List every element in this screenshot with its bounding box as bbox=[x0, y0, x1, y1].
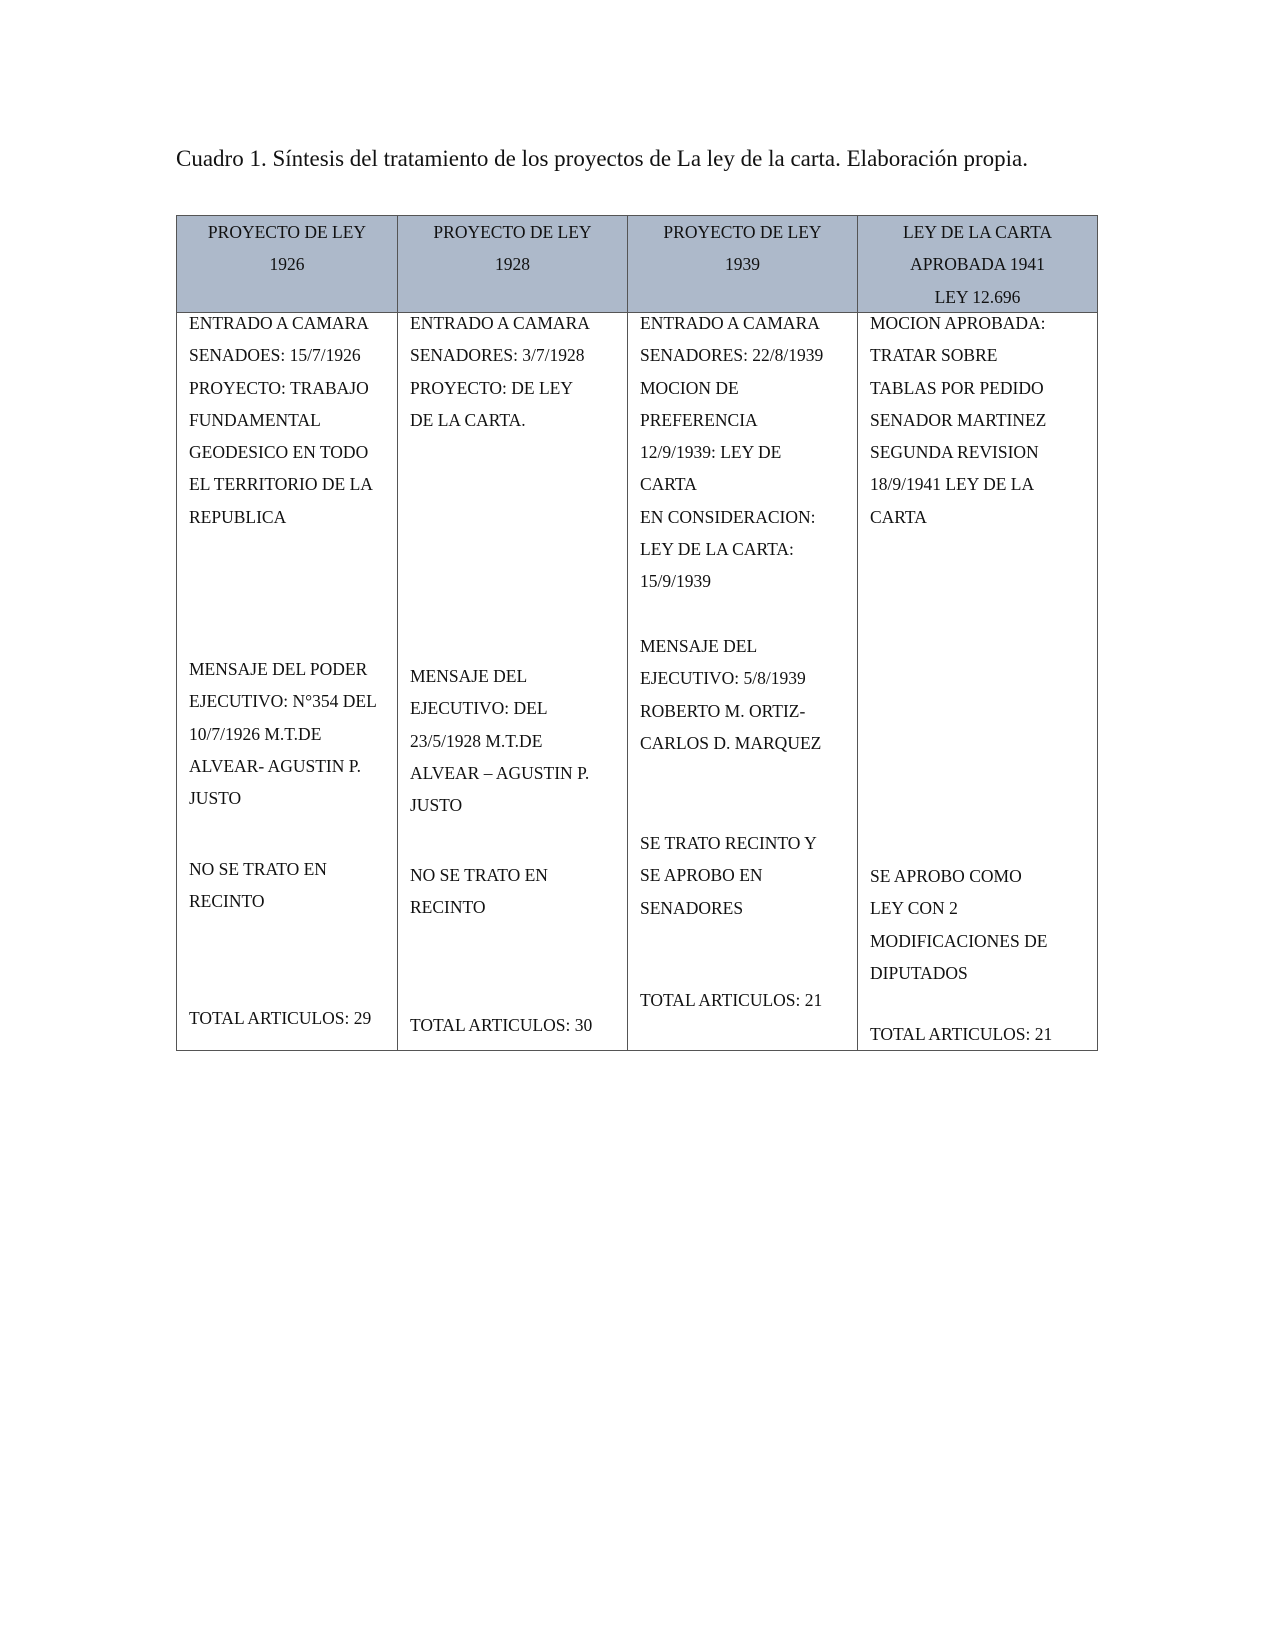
text-line: MENSAJE DEL PODER bbox=[189, 659, 368, 679]
text-line: MOCION DE bbox=[640, 377, 739, 398]
text-line: DE LA CARTA. bbox=[410, 409, 526, 430]
summary-table bbox=[176, 215, 1098, 1051]
text-line: LEY CON 2 bbox=[870, 898, 958, 919]
text-line: 15/9/1939 bbox=[640, 571, 711, 592]
column-divider bbox=[857, 216, 858, 1050]
cell-total-1941 bbox=[870, 1018, 1052, 1050]
text-line: SENADORES: 3/7/1928 bbox=[410, 345, 585, 366]
header-cell-1941 bbox=[858, 216, 1097, 312]
text-line: EL TERRITORIO DE LA bbox=[189, 474, 373, 495]
header-cell-1926 bbox=[177, 216, 397, 312]
cell-message-1939 bbox=[640, 630, 821, 759]
header-line: PROYECTO DE LEY bbox=[663, 222, 822, 242]
text-line: 23/5/1928 M.T.DE bbox=[410, 730, 543, 751]
table-caption: Cuadro 1. Síntesis del tratamiento de los proyectos de La ley de la carta. Elaboración propia. bbox=[176, 146, 1028, 171]
text-line: GEODESICO EN TODO bbox=[189, 442, 369, 463]
text-line: CARTA bbox=[640, 474, 697, 495]
header-line: 1926 bbox=[269, 254, 305, 275]
text-line: RECINTO bbox=[189, 891, 265, 912]
text-line: EJECUTIVO: DEL bbox=[410, 698, 548, 719]
text-line: PREFERENCIA bbox=[640, 409, 758, 430]
text-line: 12/9/1939: LEY DE bbox=[640, 442, 782, 463]
cell-message-1926 bbox=[189, 653, 377, 814]
text-line: LEY DE LA CARTA: bbox=[640, 539, 794, 560]
text-line: TOTAL ARTICULOS: 30 bbox=[410, 1015, 593, 1035]
text-line: SENADORES: 22/8/1939 bbox=[640, 345, 824, 366]
header-line: LEY 12.696 bbox=[934, 286, 1021, 307]
text-line: TOTAL ARTICULOS: 29 bbox=[189, 1008, 372, 1028]
cell-total-1939 bbox=[640, 984, 822, 1016]
text-line: TOTAL ARTICULOS: 21 bbox=[870, 1024, 1053, 1044]
text-line: SENADOR MARTINEZ bbox=[870, 409, 1047, 430]
text-line: MENSAJE DEL bbox=[410, 666, 528, 686]
cell-treatment-1939 bbox=[640, 827, 817, 924]
text-line: MODIFICACIONES DE bbox=[870, 930, 1048, 951]
text-line: CARLOS D. MARQUEZ bbox=[640, 732, 822, 753]
cell-entry-1926 bbox=[189, 307, 373, 533]
cell-entry-1939 bbox=[640, 307, 823, 598]
text-line: DIPUTADOS bbox=[870, 962, 968, 983]
text-line: ENTRADO A CAMARA bbox=[410, 313, 590, 333]
header-line: PROYECTO DE LEY bbox=[433, 222, 592, 242]
text-line: CARTA bbox=[870, 506, 927, 527]
text-line: JUSTO bbox=[189, 788, 242, 809]
cell-treatment-1926 bbox=[189, 853, 327, 918]
text-line: SEGUNDA REVISION bbox=[870, 442, 1039, 463]
cell-treatment-1928 bbox=[410, 859, 548, 924]
text-line: RECINTO bbox=[410, 897, 486, 918]
text-line: NO SE TRATO EN bbox=[410, 865, 548, 885]
header-line: APROBADA 1941 bbox=[910, 254, 1045, 275]
text-line: MOCION APROBADA: bbox=[870, 313, 1046, 333]
text-line: EJECUTIVO: 5/8/1939 bbox=[640, 668, 806, 689]
column-divider bbox=[397, 216, 398, 1050]
text-line: PROYECTO: DE LEY bbox=[410, 377, 574, 398]
text-line: REPUBLICA bbox=[189, 506, 287, 527]
cell-motion-1941 bbox=[870, 307, 1046, 533]
text-line: SENADOES: 15/7/1926 bbox=[189, 345, 361, 366]
text-line: SE APROBO EN bbox=[640, 865, 763, 886]
cell-total-1926 bbox=[189, 1002, 371, 1034]
text-line: PROYECTO: TRABAJO bbox=[189, 377, 369, 398]
text-line: MENSAJE DEL bbox=[640, 636, 758, 656]
cell-treatment-1941 bbox=[870, 860, 1047, 989]
text-line: ENTRADO A CAMARA bbox=[640, 313, 820, 333]
text-line: EN CONSIDERACION: bbox=[640, 506, 816, 527]
header-line: 1928 bbox=[495, 254, 530, 275]
cell-entry-1928 bbox=[410, 307, 590, 436]
text-line: ROBERTO M. ORTIZ- bbox=[640, 700, 806, 721]
text-line: SENADORES bbox=[640, 897, 744, 918]
header-line: 1939 bbox=[725, 254, 760, 275]
text-line: TOTAL ARTICULOS: 21 bbox=[640, 990, 823, 1010]
text-line: 10/7/1926 M.T.DE bbox=[189, 723, 322, 744]
header-cell-1939 bbox=[628, 216, 857, 312]
text-line: SE TRATO RECINTO Y bbox=[640, 833, 817, 853]
text-line: 18/9/1941 LEY DE LA bbox=[870, 474, 1035, 495]
cell-total-1928 bbox=[410, 1009, 592, 1041]
header-line: PROYECTO DE LEY bbox=[207, 222, 367, 242]
text-line: TABLAS POR PEDIDO bbox=[870, 377, 1044, 398]
text-line: ALVEAR- AGUSTIN P. bbox=[189, 755, 361, 776]
text-line: EJECUTIVO: N°354 DEL bbox=[189, 691, 377, 712]
header-line: LEY DE LA CARTA bbox=[902, 222, 1053, 242]
text-line: SE APROBO COMO bbox=[870, 866, 1022, 886]
text-line: JUSTO bbox=[410, 795, 463, 816]
header-cell-1928 bbox=[398, 216, 627, 312]
text-line: NO SE TRATO EN bbox=[189, 859, 327, 879]
text-line: TRATAR SOBRE bbox=[870, 345, 998, 366]
text-line: FUNDAMENTAL bbox=[189, 409, 321, 430]
cell-message-1928 bbox=[410, 660, 589, 821]
text-line: ENTRADO A CAMARA bbox=[189, 313, 369, 333]
text-line: ALVEAR – AGUSTIN P. bbox=[410, 762, 590, 783]
column-divider bbox=[627, 216, 628, 1050]
